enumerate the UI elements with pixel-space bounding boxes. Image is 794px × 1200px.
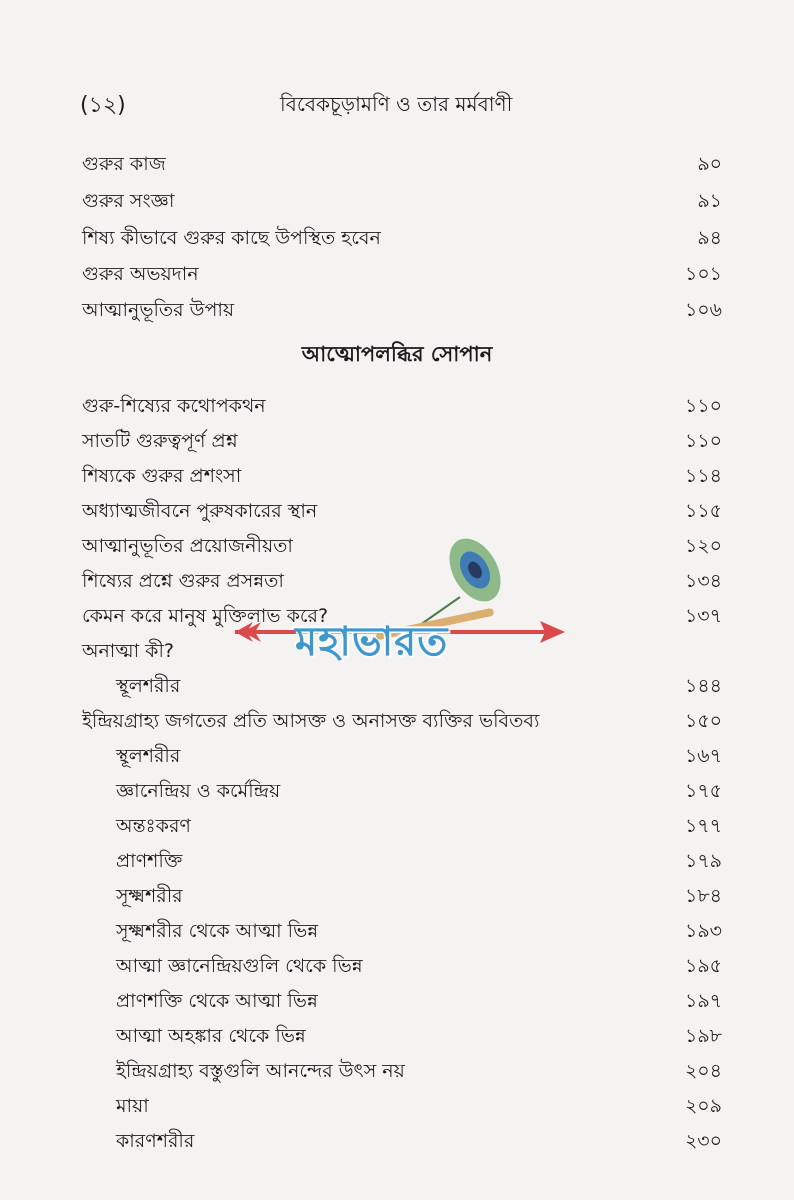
toc-entry-page: ১৯৫ — [685, 955, 722, 977]
toc-entry — [82, 296, 722, 330]
toc-entry-page: ১৭৭ — [684, 815, 722, 837]
toc-entry-page: ১১০ — [684, 430, 722, 452]
toc-entry-title: ইন্দ্রিয়গ্রাহ্য জগতের প্রতি আসক্ত ও অনাসক্ত ব্যক্তির ভবিতব্য — [82, 710, 540, 732]
toc-entry-title: আত্মানুভূতির প্রয়োজনীয়তা — [82, 535, 293, 557]
toc-entry-page: ১৩৭ — [684, 605, 722, 627]
page-header — [80, 88, 734, 128]
toc-entry — [82, 707, 722, 741]
toc-entry-title: মায়া — [116, 1095, 149, 1117]
toc-entry-page: ১৬৭ — [684, 745, 722, 767]
toc-entry — [82, 742, 722, 776]
toc-entry-page: ১৪৪ — [685, 675, 722, 697]
toc-entry — [82, 882, 722, 916]
toc-entry — [82, 187, 722, 221]
toc-entry-title: অনাত্মা কী? — [82, 640, 174, 662]
toc-entry-title: গুরুর সংজ্ঞা — [82, 190, 175, 212]
toc-entry-page: ১১৫ — [685, 500, 722, 522]
toc-entry-page: ১৭৫ — [684, 780, 722, 802]
toc-entry-title: আত্মা অহঙ্কার থেকে ভিন্ন — [116, 1025, 306, 1047]
toc-entry — [82, 812, 722, 846]
toc-entry — [82, 1057, 722, 1091]
toc-entry-title: সূক্ষ্মশরীর থেকে আত্মা ভিন্ন — [116, 920, 319, 942]
toc-entry — [82, 224, 722, 258]
toc-entry-title: অন্তঃকরণ — [116, 815, 191, 837]
toc-entry-title: আত্মা জ্ঞানেন্দ্রিয়গুলি থেকে ভিন্ন — [116, 955, 363, 977]
toc-entry-page: ১১০ — [684, 395, 722, 417]
running-title: বিবেকচূড়ামণি ও তার মর্মবাণী — [280, 92, 513, 116]
toc-entry-page: ৯১ — [697, 190, 722, 212]
toc-entry-page: ১৯৩ — [684, 920, 722, 942]
toc-entry-title: শিষ্যের প্রশ্নে গুরুর প্রসন্নতা — [82, 570, 284, 592]
toc-entry — [82, 952, 722, 986]
toc-entry-title: গুরুর কাজ — [82, 153, 166, 175]
toc-entry-page: ১৮৪ — [685, 885, 722, 907]
toc-entry — [82, 392, 722, 426]
toc-entry-title: আত্মানুভূতির উপায় — [82, 299, 235, 321]
toc-entry-page: ১৭৯ — [684, 850, 722, 872]
section-heading: আত্মোপলব্ধির সোপান — [301, 342, 493, 366]
toc-entry-title: অধ্যাত্মজীবনে পুরুষকারের স্থান — [82, 500, 318, 522]
toc-entry-page: ১১৪ — [685, 465, 722, 487]
toc-entry-title: কারণশরীর — [116, 1130, 195, 1152]
toc-entry-title: গুরুর অভয়দান — [82, 263, 199, 285]
toc-entry-page: ৯০ — [697, 153, 722, 175]
toc-entry-title: ইন্দ্রিয়গ্রাহ্য বস্তুগুলি আনন্দের উৎস নয় — [116, 1060, 405, 1082]
toc-entry-title: জ্ঞানেন্দ্রিয় ও কর্মেন্দ্রিয় — [116, 780, 281, 802]
toc-entry-title: শিষ্য কীভাবে গুরুর কাছে উপস্থিত হবেন — [82, 227, 381, 249]
toc-entry-page: ১৫০ — [684, 710, 722, 732]
toc-entry — [82, 260, 722, 294]
toc-entry-title: প্রাণশক্তি থেকে আত্মা ভিন্ন — [116, 990, 318, 1012]
toc-entry — [82, 1022, 722, 1056]
toc-entry-page: ৯৪ — [697, 227, 722, 249]
watermark-text: মহাভারত — [295, 619, 449, 665]
toc-entry — [82, 462, 722, 496]
toc-entry — [82, 987, 722, 1021]
toc-entry — [82, 917, 722, 951]
toc-entry-page: ১৯৮ — [685, 1025, 722, 1047]
toc-entry-title: কেমন করে মানুষ মুক্তিলাভ করে? — [82, 605, 329, 627]
toc-entry — [82, 1127, 722, 1161]
toc-entry-title: সূক্ষ্মশরীর — [116, 885, 183, 907]
toc-entry-page: ১২০ — [684, 535, 722, 557]
toc-entry — [82, 150, 722, 184]
toc-entry-page: ১০১ — [684, 263, 722, 285]
toc-entry-page: ১৯৭ — [684, 990, 722, 1012]
page-number: (১২) — [80, 93, 126, 118]
toc-entry — [82, 1092, 722, 1126]
toc-entry — [82, 847, 722, 881]
toc-entry — [82, 427, 722, 461]
toc-entry-page: ১৩৪ — [684, 570, 722, 592]
toc-entry — [82, 777, 722, 811]
toc-entry — [82, 672, 722, 706]
toc-entry-title: শিষ্যকে গুরুর প্রশংসা — [82, 465, 242, 487]
toc-entry-title: স্থূলশরীর — [116, 675, 181, 697]
toc-entry-title: সাতটি গুরুত্বপূর্ণ প্রশ্ন — [82, 430, 238, 452]
watermark-logo — [235, 525, 565, 675]
toc-entry-page: ১০৬ — [684, 299, 722, 321]
toc-entry-page: ২৩০ — [684, 1130, 722, 1152]
toc-entry-title: স্থূলশরীর — [116, 745, 181, 767]
toc-entry-page: ২০৯ — [684, 1095, 722, 1117]
toc-entry-title: গুরু-শিষ্যের কথোপকথন — [82, 395, 266, 417]
toc-entry-page: ২০৪ — [684, 1060, 722, 1082]
toc-entry-title: প্রাণশক্তি — [116, 850, 183, 872]
